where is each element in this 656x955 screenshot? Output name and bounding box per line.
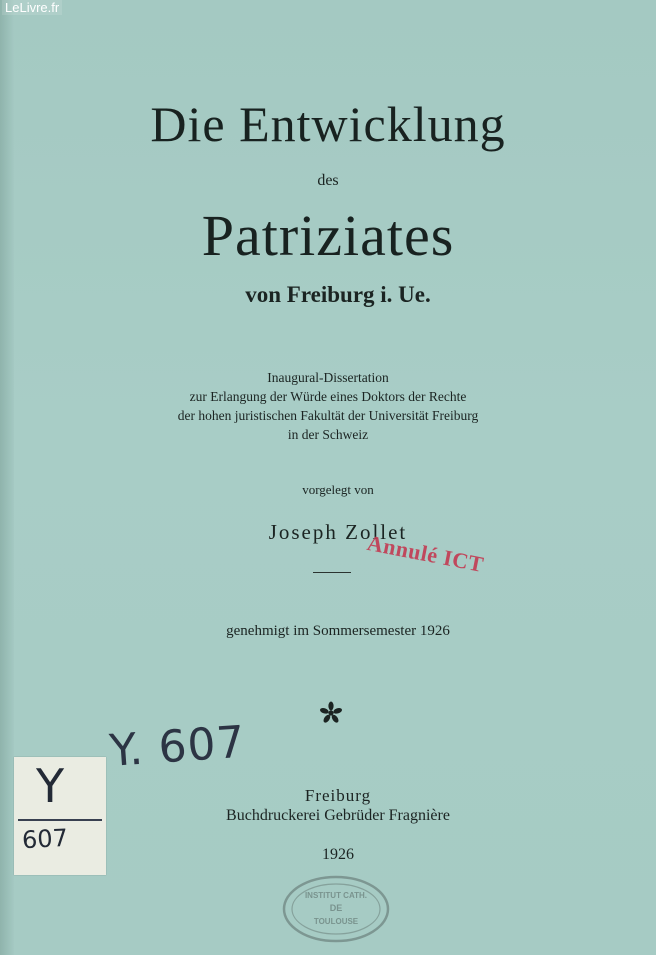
svg-text:INSTITUT CATH.: INSTITUT CATH. bbox=[304, 891, 368, 900]
presented-by: vorgelegt von bbox=[302, 482, 374, 497]
library-stamp-seal bbox=[281, 874, 391, 944]
site-watermark: LeLivre.fr bbox=[2, 0, 62, 15]
author-name: Joseph Zollet bbox=[268, 520, 408, 544]
dissertation-block bbox=[0, 368, 656, 444]
handwritten-call-number: Y. 607 bbox=[108, 716, 248, 777]
publication-year: 1926 bbox=[322, 846, 354, 863]
svg-text:DE: DE bbox=[329, 903, 343, 913]
book-location-subtitle: von Freiburg i. Ue. bbox=[245, 282, 431, 307]
approval-note: genehmigt im Sommersemester 1926 bbox=[226, 623, 450, 639]
title-connector: des bbox=[317, 172, 339, 189]
dissertation-line: in der Schweiz bbox=[287, 427, 369, 442]
publisher-block bbox=[0, 786, 656, 826]
book-title: Die Entwicklung bbox=[150, 96, 506, 152]
asterism-ornament-icon bbox=[318, 700, 344, 726]
publisher-city: Freiburg bbox=[304, 786, 372, 805]
dissertation-line: der hohen juristischen Fakultät der Universität Freiburg bbox=[177, 408, 479, 423]
shelf-label-number: 607 bbox=[21, 823, 69, 855]
cancel-stamp: Annulé ICT bbox=[365, 530, 486, 578]
dissertation-line: zur Erlangung der Würde eines Doktors der Rechte bbox=[189, 389, 467, 404]
divider-rule bbox=[313, 572, 351, 573]
dissertation-line: Inaugural-Dissertation bbox=[267, 370, 389, 385]
svg-text:TOULOUSE: TOULOUSE bbox=[313, 917, 359, 926]
publisher-printer: Buchdruckerei Gebrüder Fragnière bbox=[226, 807, 450, 824]
book-subject: Patriziates bbox=[201, 203, 455, 268]
shelf-label-letter: Y bbox=[36, 759, 65, 813]
